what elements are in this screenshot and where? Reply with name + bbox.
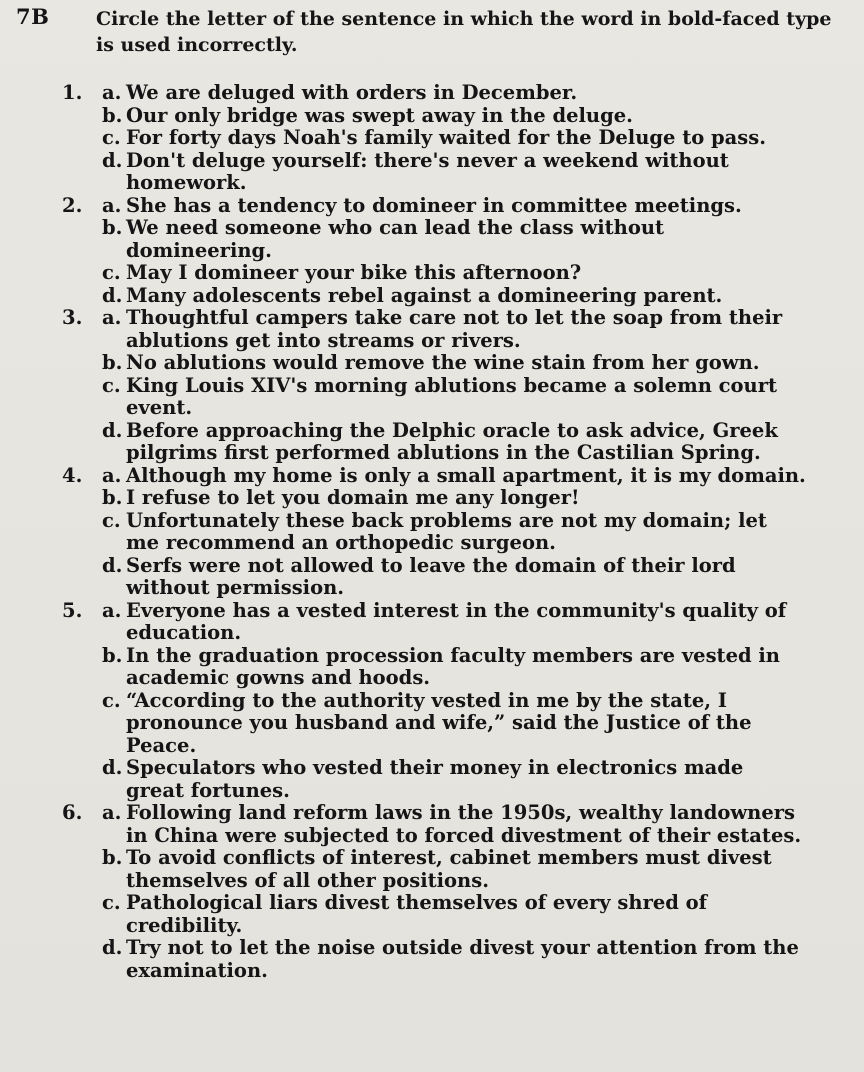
question-2 <box>0 195 864 308</box>
option-letter: b. <box>102 486 123 509</box>
answer-option-b[interactable] <box>0 217 806 262</box>
option-letter: c. <box>102 688 121 712</box>
question-4 <box>0 465 864 600</box>
answer-option-a[interactable] <box>0 82 806 105</box>
option-text: May I domineer your bike this afternoon? <box>126 261 582 284</box>
option-text: Pathological liars divest themselves of every shred of credibility. <box>126 891 708 937</box>
option-text: To avoid conflicts of interest, cabinet members must divest themselves of all other positions. <box>126 846 772 892</box>
exercise-instructions: Circle the letter of the sentence in which the word in bold-faced type is used incorrectly. <box>96 8 832 56</box>
option-text: Don't deluge yourself: there's never a weekend without homework. <box>126 148 729 194</box>
option-letter: a. <box>102 598 122 622</box>
option-letter: a. <box>102 81 122 104</box>
answer-option-b[interactable] <box>0 105 806 128</box>
option-text: Try not to let the noise outside divest your attention from the examination. <box>126 936 799 982</box>
option-text: Before approaching the Delphic oracle to ask advice, Greek pilgrims first performed ablutions in the Castilian Spring. <box>126 418 778 464</box>
question-number: 4. <box>62 463 83 487</box>
option-letter: c. <box>102 126 121 149</box>
option-text: We are deluged with orders in December. <box>126 81 578 104</box>
question-5 <box>0 600 864 803</box>
option-letter: d. <box>102 553 123 577</box>
option-text: Our only bridge was swept away in the deluge. <box>126 103 633 127</box>
answer-option-a[interactable] <box>0 465 806 488</box>
exercise-number: 7B <box>16 4 50 29</box>
question-number: 2. <box>62 193 83 217</box>
answer-option-a[interactable] <box>0 802 806 847</box>
option-text: Everyone has a vested interest in the community's quality of education. <box>126 598 787 644</box>
answer-option-d[interactable] <box>0 285 806 308</box>
option-text: For forty days Noah's family waited for the Deluge to pass. <box>126 126 767 149</box>
option-text: Unfortunately these back problems are not my domain; let me recommend an orthopedic surgeon. <box>126 508 767 554</box>
option-text: Following land reform laws in the 1950s, wealthy landowners in China were subjected to forced divestment of their estates. <box>126 801 802 847</box>
option-letter: a. <box>102 306 122 329</box>
option-letter: c. <box>102 261 121 284</box>
option-letter: b. <box>102 216 123 239</box>
option-text: We need someone who can lead the class without domineering. <box>126 216 665 262</box>
answer-option-c[interactable] <box>0 375 806 420</box>
option-letter: c. <box>102 373 121 397</box>
option-text: Serfs were not allowed to leave the domain of their lord without permission. <box>126 553 736 599</box>
answer-option-c[interactable] <box>0 262 806 285</box>
answer-option-c[interactable] <box>0 510 806 555</box>
answer-option-d[interactable] <box>0 757 806 802</box>
option-text: Many adolescents rebel against a domineering parent. <box>126 283 723 307</box>
answer-option-b[interactable] <box>0 645 806 690</box>
option-text: Speculators who vested their money in electronics made great fortunes. <box>126 756 744 802</box>
question-list <box>0 82 864 982</box>
question-number: 5. <box>62 598 83 622</box>
answer-option-c[interactable] <box>0 892 806 937</box>
option-letter: d. <box>102 418 123 442</box>
option-letter: b. <box>102 103 123 127</box>
option-text: King Louis XIV's morning ablutions became a solemn court event. <box>126 373 778 419</box>
answer-option-a[interactable] <box>0 307 806 352</box>
answer-option-a[interactable] <box>0 195 806 218</box>
answer-option-d[interactable] <box>0 937 806 982</box>
question-number: 6. <box>62 801 83 824</box>
option-text: Although my home is only a small apartment, it is my domain. <box>126 463 806 487</box>
option-text: “According to the authority vested in me by the state, I pronounce you husband and wife,” said the Justice of the Peace. <box>126 688 752 757</box>
option-letter: c. <box>102 508 121 532</box>
option-text: No ablutions would remove the wine stain from her gown. <box>126 351 760 374</box>
option-letter: a. <box>102 193 122 217</box>
option-letter: d. <box>102 936 123 959</box>
answer-option-c[interactable] <box>0 690 806 758</box>
option-text: I refuse to let you domain me any longer! <box>126 486 580 509</box>
option-letter: c. <box>102 891 121 914</box>
answer-option-a[interactable] <box>0 600 806 645</box>
question-6 <box>0 802 864 982</box>
question-number: 3. <box>62 306 83 329</box>
option-letter: b. <box>102 351 123 374</box>
question-3 <box>0 307 864 465</box>
option-letter: d. <box>102 756 123 779</box>
option-letter: d. <box>102 283 123 307</box>
option-letter: b. <box>102 643 123 667</box>
option-letter: a. <box>102 801 122 824</box>
option-text: She has a tendency to domineer in committee meetings. <box>126 193 742 217</box>
option-letter: b. <box>102 846 123 869</box>
option-letter: a. <box>102 463 122 487</box>
option-letter: d. <box>102 148 123 172</box>
answer-option-d[interactable] <box>0 420 806 465</box>
answer-option-c[interactable] <box>0 127 806 150</box>
answer-option-b[interactable] <box>0 352 806 375</box>
question-1 <box>0 82 864 195</box>
answer-option-d[interactable] <box>0 150 806 195</box>
question-number: 1. <box>62 81 83 104</box>
answer-option-b[interactable] <box>0 847 806 892</box>
option-text: Thoughtful campers take care not to let the soap from their ablutions get into streams or rivers. <box>126 306 783 352</box>
answer-option-d[interactable] <box>0 555 806 600</box>
answer-option-b[interactable] <box>0 487 806 510</box>
option-text: In the graduation procession faculty members are vested in academic gowns and hoods. <box>126 643 780 689</box>
